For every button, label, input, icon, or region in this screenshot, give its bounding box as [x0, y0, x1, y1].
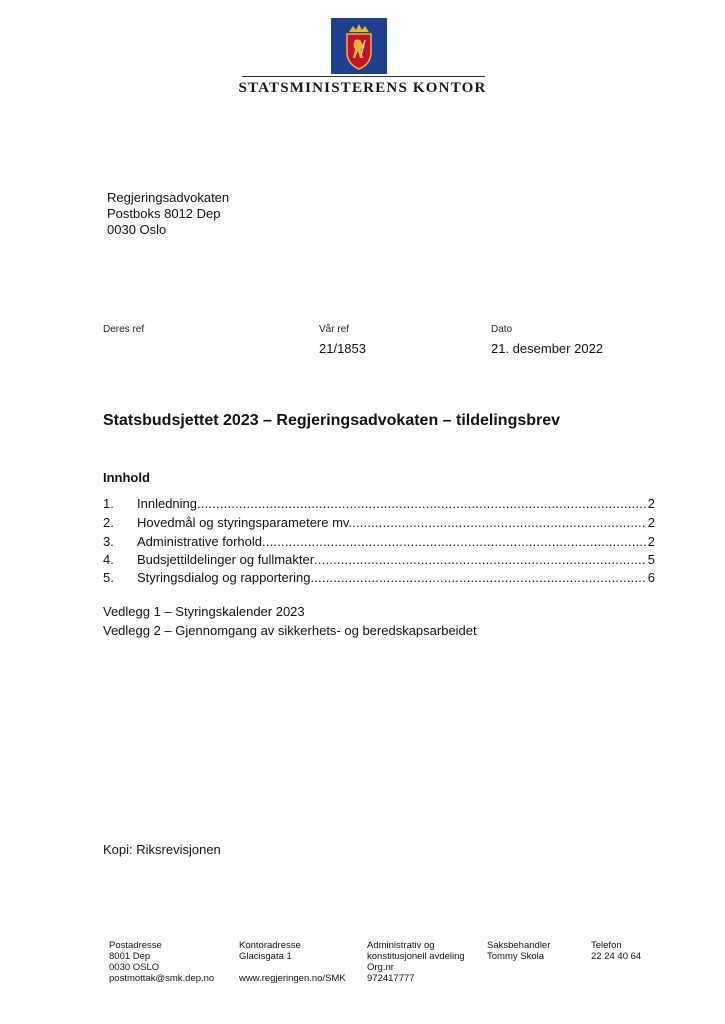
- footer-saksbehandler: [487, 940, 550, 962]
- recipient-address: Postboks 8012 Dep: [107, 206, 221, 221]
- toc-item[interactable]: [103, 514, 655, 532]
- letterhead-rule: [242, 76, 485, 77]
- footer-avdeling: [367, 940, 465, 984]
- footer-line: 22 24 40 64: [591, 951, 642, 962]
- footer-label: Postadresse: [109, 940, 162, 951]
- footer-line: konstitusjonell avdeling: [367, 951, 465, 962]
- date-label: Dato: [491, 324, 513, 335]
- copy-recipient: Kopi: Riksrevisjonen: [103, 842, 221, 857]
- footer-telefon: [591, 940, 641, 962]
- var-ref-value: 21/1853: [319, 341, 366, 356]
- document-title: Statsbudsjettet 2023 – Regjeringsadvokaten – tildelingsbrev: [103, 412, 561, 429]
- coat-of-arms-icon: [331, 18, 387, 74]
- toc-item-number: 1.: [103, 496, 114, 511]
- date-value: 21. desember 2022: [491, 341, 604, 356]
- footer-website: www.regjeringen.no/SMK: [239, 973, 346, 984]
- footer-email: postmottak@smk.dep.no: [109, 973, 215, 984]
- toc-item-title: Budsjettildelinger og fullmakter: [137, 552, 315, 567]
- toc-item-page: 5: [647, 552, 655, 567]
- toc-item[interactable]: [103, 569, 655, 587]
- attachment-2: Vedlegg 2 – Gjennomgang av sikkerhets- og beredskapsarbeidet: [103, 623, 477, 638]
- footer-line: 8001 Dep: [109, 951, 151, 962]
- toc-item[interactable]: [103, 495, 655, 513]
- recipient-postal: 0030 Oslo: [107, 222, 167, 237]
- toc-item-number: 3.: [103, 534, 114, 549]
- footer-label: Saksbehandler: [487, 940, 551, 951]
- toc-item-number: 5.: [103, 570, 114, 585]
- toc-item-number: 4.: [103, 552, 114, 567]
- toc-item-page: 6: [647, 570, 655, 585]
- toc-item-title: Hovedmål og styringsparametere mv.: [137, 515, 353, 530]
- var-ref-label: Vår ref: [319, 324, 350, 335]
- footer-line: Tommy Skola: [487, 951, 545, 962]
- footer-label: Kontoradresse: [239, 940, 301, 951]
- toc-leader-dots: [262, 533, 646, 551]
- toc-item-number: 2.: [103, 515, 114, 530]
- toc-item-title: Styringsdialog og rapportering: [137, 570, 311, 585]
- toc-item[interactable]: [103, 551, 655, 569]
- organization-name: STATSMINISTERENS KONTOR: [238, 80, 487, 96]
- footer-label: Telefon: [591, 940, 622, 951]
- footer-orgnr: 972417777: [367, 973, 415, 984]
- footer-line: Glacisgata 1: [239, 951, 292, 962]
- toc-heading: Innhold: [103, 470, 150, 485]
- toc-item-title: Administrative forhold: [137, 534, 262, 549]
- deres-ref-label: Deres ref: [103, 324, 145, 335]
- recipient-name: Regjeringsadvokaten: [107, 190, 230, 205]
- footer-line: 0030 OSLO: [109, 962, 160, 973]
- footer-label: Administrativ og: [367, 940, 435, 951]
- toc-leader-dots: [314, 551, 646, 569]
- toc-item-page: 2: [647, 496, 655, 511]
- toc-leader-dots: [310, 569, 645, 587]
- footer-spacer: [239, 962, 346, 973]
- footer-line: Org.nr: [367, 962, 394, 973]
- toc-item-page: 2: [647, 515, 655, 530]
- attachment-1: Vedlegg 1 – Styringskalender 2023: [103, 604, 305, 619]
- footer-kontoradresse: [239, 940, 346, 984]
- toc-item-page: 2: [647, 534, 655, 549]
- toc-item[interactable]: [103, 533, 655, 551]
- toc-leader-dots: [352, 514, 646, 532]
- footer-postadresse: [109, 940, 214, 984]
- toc-leader-dots: [197, 495, 646, 513]
- toc-item-title: Innledning: [137, 496, 197, 511]
